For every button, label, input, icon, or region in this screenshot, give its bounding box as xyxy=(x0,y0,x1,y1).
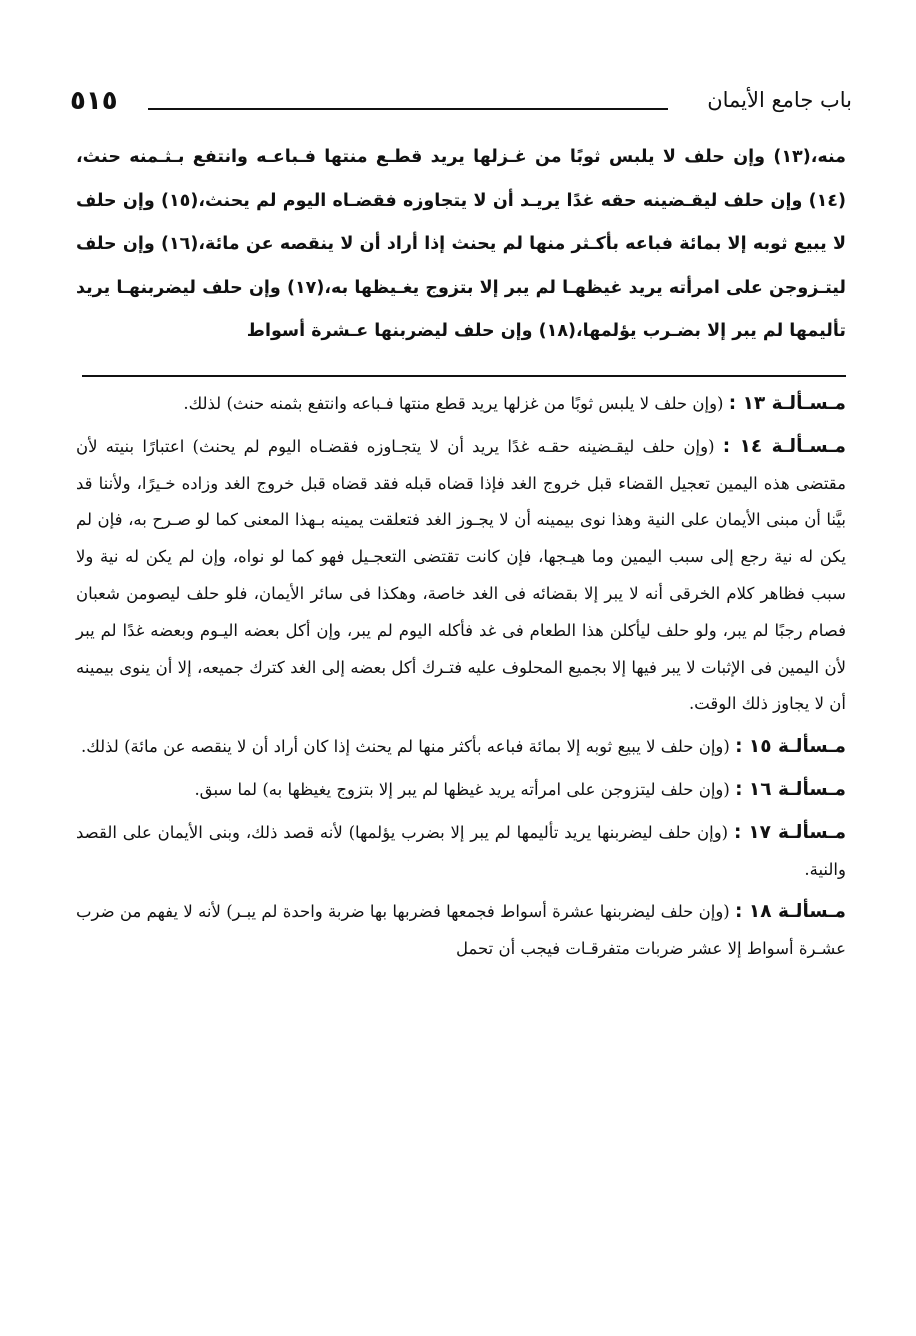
issue-title: مـسألـة ١٦ : xyxy=(735,778,846,800)
commentary-item-18 xyxy=(76,894,846,968)
issue-title: مـسألـة ١٥ : xyxy=(735,736,846,758)
issue-text: (وإن حلف لا يلبس ثوبًا من غزلها يريد قطع منتها فـباعه وانتفع بثمنه حنث) لذلك. xyxy=(183,394,724,413)
issue-text: (وإن حلف ليضربنها عشرة أسواط فجمعها فضربها بها ضربة واحدة لم يبـر) لأنه لا يفهم من ضرب عشـرة أسواط إلا عشر ضربات متفرقـات فيجب أن تحمل xyxy=(76,902,846,959)
issue-title: مـسألـة ١٨ : xyxy=(735,901,847,923)
commentary xyxy=(76,386,846,974)
commentary-item-14 xyxy=(76,429,846,723)
page-number: ٥١٥ xyxy=(70,86,118,116)
issue-text: (وإن حلف ليتزوجن على امرأته يريد غيظها لم يبر إلا بتزوج يغيظها به) لما سبق. xyxy=(194,779,730,799)
issue-title: مـسـألـة ١٣ : xyxy=(728,393,846,414)
issue-title: مـسـألـة ١٤ : xyxy=(722,435,846,457)
issue-text: (وإن حلف ليقـضينه حقـه غدًا يريد أن لا يتجـاوزه فقضـاه اليوم لم يحنث) اعتبارًا بنيته لأن مقتضى هذه اليمين تعجيل القضاء قبل خروج الغد فإذا قضاه قبله فقد قضاه قبل خروج الغد وزاده خـيرًا، ولأننا قد بيَّنا أن مبنى الأيمان على النية وهذا نوى بيمينه أن لا يجـوز الغد فتعلقت يمينه بـهذا المعنى كما لو صـرح به، فإن لم يكن له نية رجع إلى سبب اليمين وما هيـجها، فإن كانت تقتضى التعجـيل فهو كما لو نواه، وإن لم يكن له نية ولا سبب فظاهر كلام الخرقى أنه لا يبر إلا بقضائه فى الغد خاصة، وهكذا فى سائر الأيمان، فلو حلف ليصومن شعبان فصام رجبًا لم يبر، ولو حلف ليأكلن هذا الطعام فى غد فأكله اليوم لم يبر، وإن أكل بعضه اليـوم وبعضه غدًا لم يبر لأن اليمين فى الإثبات لا يبر فيها إلا بجميع المحلوف عليه فتـرك أكل بعضه إلى الغد كترك جميعه، إلا أن ينوى بيمينه أن لا يجاوز ذلك الوقت. xyxy=(76,436,846,714)
chapter-title: باب جامع الأيمان xyxy=(707,88,852,112)
commentary-item-15 xyxy=(76,729,846,766)
commentary-separator xyxy=(82,375,846,377)
running-header xyxy=(70,86,852,126)
main-text-paragraph: منه،(١٣) وإن حلف لا يلبس ثوبًا من غـزلها يريد قطـع منتها فـباعـه وانتفع بـثـمنه حنث، (١٤) وإن حلف ليقـضينه حقه غدًا يريـد أن لا يتجاوزه فقضـاه اليوم لم يحنث،(١٥) وإن حلف لا يبيع ثوبه إلا بمائة فباعه بأكـثر منها لم يحنث إذا أراد أن لا ينقصه عن مائة،(١٦) وإن حلف ليتـزوجن على امرأته يريد غيظهـا لم يبر إلا بتزوج يغـيظها به،(١٧) وإن حلف ليضربنهـا يريد تأليمها لم يبر إلا بضـرب يؤلمها،(١٨) وإن حلف ليضربنها عـشرة أسواط xyxy=(76,147,847,341)
commentary-item-16 xyxy=(76,772,846,809)
commentary-item-17 xyxy=(76,815,846,889)
commentary-item-13 xyxy=(76,386,846,423)
issue-title: مـسألـة ١٧ : xyxy=(733,821,847,843)
main-text xyxy=(76,136,846,354)
issue-text: (وإن حلف لا يبيع ثوبه إلا بمائة فباعه بأكثر منها لم يحنث إذا كان أراد أن لا ينقصه عن مائة) لذلك. xyxy=(80,737,730,757)
header-rule xyxy=(148,108,668,110)
issue-text: (وإن حلف ليضربنها يريد تأليمها لم يبر إلا بضرب يؤلمها) لأنه قصد ذلك، وبنى الأيمان على القصد والنية. xyxy=(76,822,846,879)
